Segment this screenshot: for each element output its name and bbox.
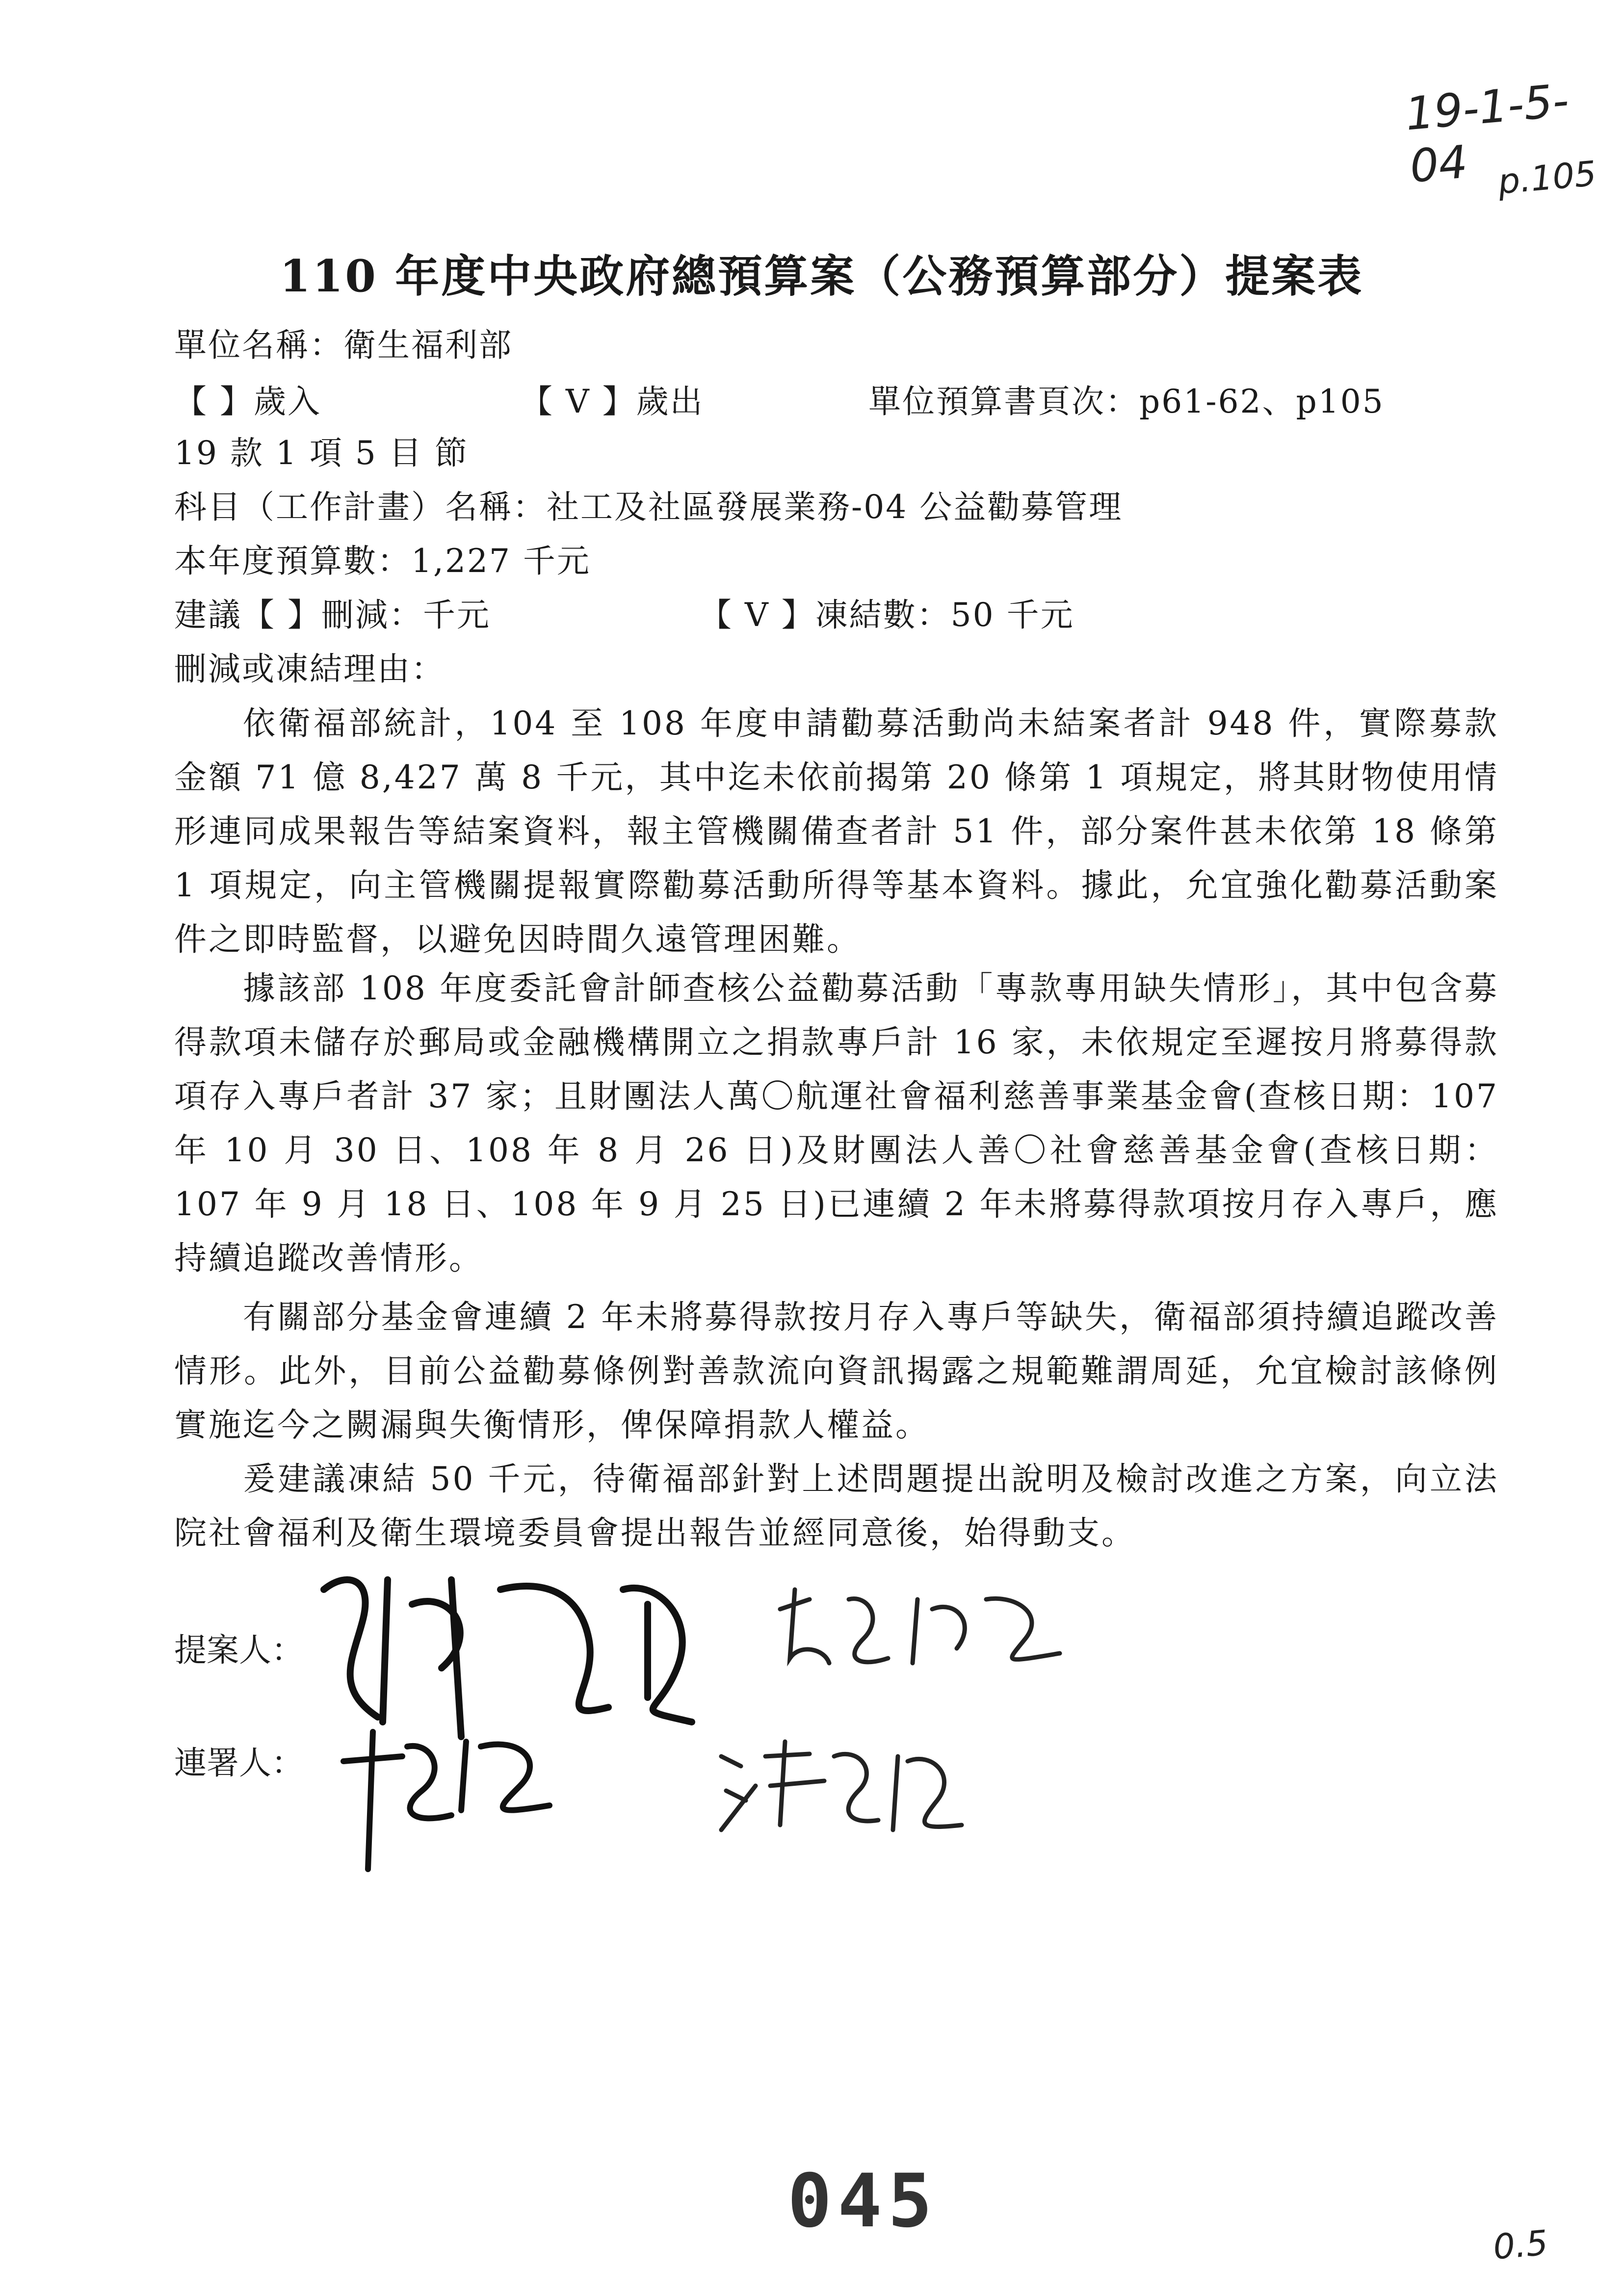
- revenue-checkbox: 【 】歲入: [174, 383, 321, 420]
- signature-cosigner-2: [711, 1727, 967, 1845]
- expenditure-checkbox: 【 V 】歲出: [520, 383, 704, 420]
- cosigner-label: 連署人：: [174, 1744, 304, 1782]
- reason-paragraph-2: 據該部 108 年度委託會計師查核公益勸募活動「專款專用缺失情形」，其中包含募得款項未儲存於郵局或金融機構開立之捐款專戶計 16 家，未依規定至遲按月將募得款項存入專戶者計 37 家；且財團法人萬〇航運社會福利慈善事業基金會(查核日期：107 年 10 月 30 日、108 年 8 月 26 日)及財團法人善〇社會慈善基金會(查核日期：107 年 9 月 18 日、108 年 9 月 25 日)已連續 2 年未將募得款項按月存入專戶，應持續追蹤改善情形。: [174, 969, 1499, 1277]
- page-number-stamp: 045: [787, 2159, 938, 2244]
- signature-proposer-2: [770, 1580, 1074, 1678]
- handwritten-page-note: p.105: [1496, 153, 1598, 202]
- handwritten-bottom-mark: 0.5: [1492, 2222, 1550, 2268]
- reason-label: 刪減或凍結理由：: [174, 650, 445, 688]
- reason-paragraph-1: 依衛福部統計，104 至 108 年度申請勸募活動尚未結案者計 948 件，實際募款金額 71 億 8,427 萬 8 千元，其中迄未依前揭第 20 條第 1 項規定，將其財物使用情形連同成果報告等結案資料，報主管機關備查者計 51 件，部分案件甚未依第 18 條第 1 項規定，向主管機關提報實際勸募活動所得等基本資料。據此，允宜強化勸募活動案件之即時監督，以避免因時間久遠管理困難。: [174, 704, 1499, 958]
- suggest-freeze-line: 【 V 】凍結數：50 千元: [699, 596, 1074, 634]
- budget-amount-line: 本年度預算數：1,227 千元: [174, 542, 591, 580]
- handwritten-ref-note: 19-1-5-04: [1403, 74, 1571, 193]
- signature-cosigner-1: [334, 1717, 579, 1879]
- reason-paragraph-4: 爰建議凍結 50 千元，待衛福部針對上述問題提出說明及檢討改進之方案，向立法院社會福利及衛生環境委員會提出報告並經同意後，始得動支。: [174, 1460, 1499, 1552]
- reason-paragraph-3: 有關部分基金會連續 2 年未將募得款按月存入專戶等缺失，衛福部須持續追蹤改善情形。此外，目前公益勸募條例對善款流向資訊揭露之規範難謂周延，允宜檢討該條例實施迄今之闕漏與失衡情形，俾保障捐款人權益。: [174, 1298, 1499, 1444]
- suggest-cut-line: 建議【 】刪減：千元: [174, 596, 491, 634]
- proposer-label: 提案人：: [174, 1631, 304, 1669]
- item-line: 19 款 1 項 5 目 節: [174, 434, 469, 472]
- document-title: 110 年度中央政府總預算案（公務預算部分）提案表: [280, 250, 1364, 302]
- budget-page-reference: 單位預算書頁次：p61-62、p105: [868, 383, 1385, 420]
- subject-line: 科目（工作計畫）名稱：社工及社區發展業務-04 公益勸募管理: [174, 488, 1123, 526]
- unit-name-line: 單位名稱：衛生福利部: [174, 326, 513, 364]
